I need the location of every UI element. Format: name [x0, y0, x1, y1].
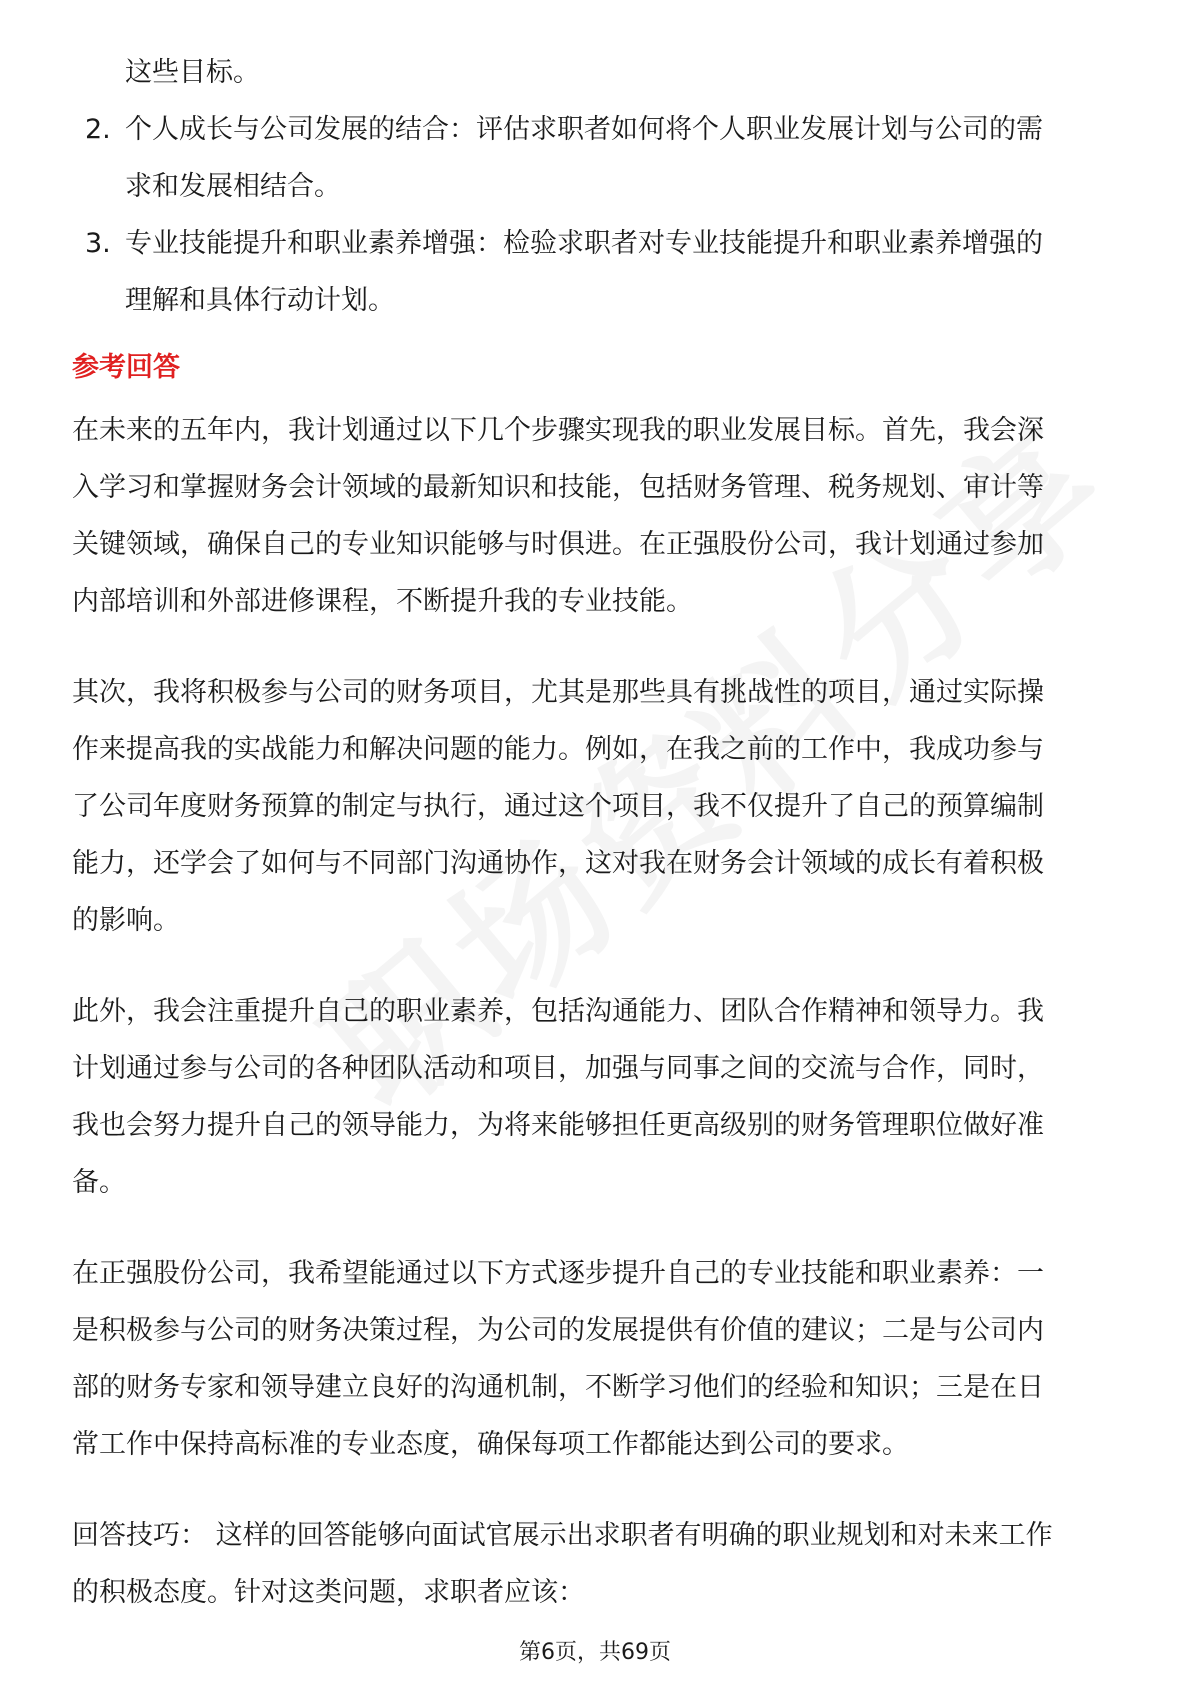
- answer-paragraph: [72, 983, 1122, 1211]
- paragraph-line: 内部培训和外部进修课程，不断提升我的专业技能。: [72, 586, 693, 617]
- paragraph-line: 关键领域，确保自己的专业知识能够与时俱进。在正强股份公司，我计划通过参加: [72, 529, 1044, 560]
- paragraph-line: 在未来的五年内，我计划通过以下几个步骤实现我的职业发展目标。首先，我会深: [72, 415, 1044, 446]
- paragraph-line: 的影响。: [72, 905, 180, 936]
- list-item: [72, 215, 1122, 329]
- list-item-line: 求和发展相结合。: [125, 171, 341, 202]
- answer-paragraph: [72, 1245, 1122, 1473]
- paragraph-line: 是积极参与公司的财务决策过程，为公司的发展提供有价值的建议；二是与公司内: [72, 1315, 1044, 1346]
- section-title: 参考回答: [72, 352, 180, 383]
- list-number: 2.: [85, 114, 111, 145]
- paragraph-line: 常工作中保持高标准的专业态度，确保每项工作都能达到公司的要求。: [72, 1429, 909, 1460]
- paragraph-line: 入学习和掌握财务会计领域的最新知识和技能，包括财务管理、税务规划、审计等: [72, 472, 1044, 503]
- answer-paragraph: [72, 664, 1122, 949]
- paragraph-line: 备。: [72, 1167, 126, 1198]
- answer-tips-paragraph: [72, 1507, 1122, 1621]
- paragraph-line: 部的财务专家和领导建立良好的沟通机制，不断学习他们的经验和知识；三是在日: [72, 1372, 1044, 1403]
- paragraph-line: 计划通过参与公司的各种团队活动和项目，加强与同事之间的交流与合作，同时，: [72, 1053, 1044, 1084]
- paragraph-line: 回答技巧： 这样的回答能够向面试官展示出求职者有明确的职业规划和对未来工作: [72, 1520, 1053, 1551]
- paragraph-line: 作来提高我的实战能力和解决问题的能力。例如，在我之前的工作中，我成功参与: [72, 734, 1044, 765]
- paragraph-line: 其次，我将积极参与公司的财务项目，尤其是那些具有挑战性的项目，通过实际操: [72, 677, 1044, 708]
- list-number: 3.: [85, 228, 111, 259]
- list-item-line: 专业技能提升和职业素养增强：检验求职者对专业技能提升和职业素养增强的: [125, 228, 1043, 259]
- page-content: [72, 44, 1122, 1655]
- paragraph-line: 了公司年度财务预算的制定与执行，通过这个项目，我不仅提升了自己的预算编制: [72, 791, 1044, 822]
- answer-paragraph: [72, 402, 1122, 630]
- paragraph-line: 我也会努力提升自己的领导能力，为将来能够担任更高级别的财务管理职位做好准: [72, 1110, 1044, 1141]
- paragraph-line: 在正强股份公司，我希望能通过以下方式逐步提升自己的专业技能和职业素养：一: [72, 1258, 1044, 1289]
- criteria-list: [72, 101, 1122, 329]
- paragraph-line: 能力，还学会了如何与不同部门沟通协作，这对我在财务会计领域的成长有着积极: [72, 848, 1044, 879]
- list-item-line: 理解和具体行动计划。: [125, 285, 395, 316]
- paragraph-line: 的积极态度。针对这类问题，求职者应该：: [72, 1577, 585, 1608]
- list-item-line: 个人成长与公司发展的结合：评估求职者如何将个人职业发展计划与公司的需: [125, 114, 1043, 145]
- list-item: [72, 101, 1122, 215]
- paragraph-line: 此外，我会注重提升自己的职业素养，包括沟通能力、团队合作精神和领导力。我: [72, 996, 1044, 1027]
- continued-line: 这些目标。: [125, 57, 260, 88]
- page-number: 第6页，共69页: [519, 1640, 671, 1665]
